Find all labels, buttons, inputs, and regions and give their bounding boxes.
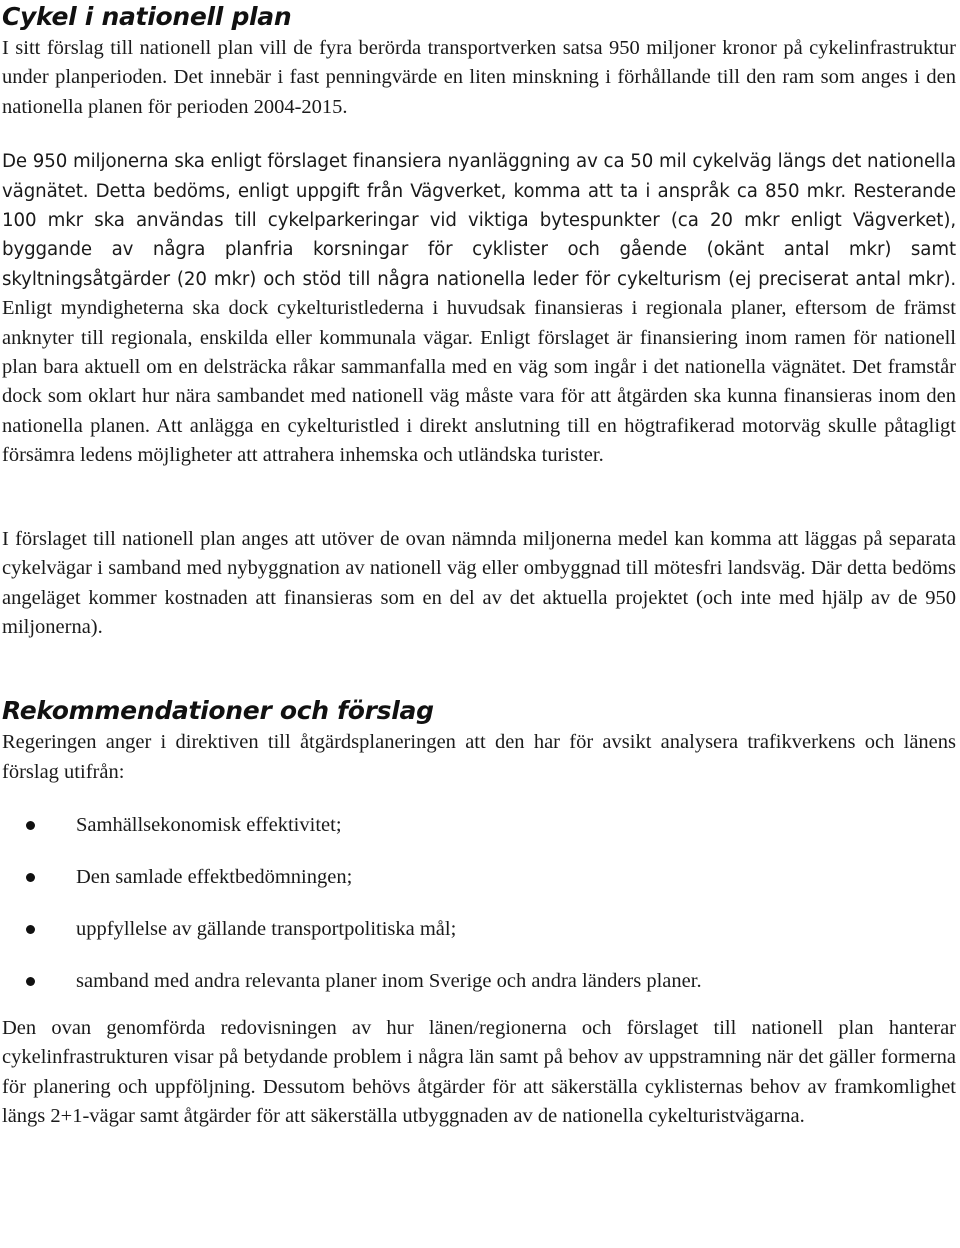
list-item-text: samband med andra relevanta planer inom Sverige och andra länders planer. bbox=[76, 969, 702, 992]
paragraph-directive-intro: Regeringen anger i direktiven till åtgärdsplaneringen att den har för avsikt analysera trafikverkens och länens förslag utifrån: bbox=[2, 731, 956, 783]
section-heading-cykel: Cykel i nationell plan bbox=[2, 2, 292, 31]
list-item bbox=[2, 967, 956, 996]
paragraph-conclusion: Den ovan genomförda redovisningen av hur länen/regionerna och förslaget till nationell plan hanterar cykelinfrastrukturen visar på betydande problem i några län samt på behov av uppstramning när det gäller formerna för planering och uppföljning. Dessutom behövs åtgärder för att säkerställa cyklisternas behov av framkomlighet längs 2+1-vägar samt åtgärder för att säkerställa utbyggnaden av de nationella cykelturistvägarna. bbox=[2, 1016, 956, 1127]
paragraph-spacer bbox=[2, 122, 956, 147]
bullet-icon bbox=[26, 873, 35, 882]
bullet-icon bbox=[26, 925, 35, 934]
paragraph-budget: I sitt förslag till nationell plan vill de fyra berörda transportverken satsa 950 miljoner kronor på cykelinfrastruktur under planperioden. Det innebär i fast penningvärde en liten minskning i förhållande till den ram som anges i den nationella planen för perioden 2004-2015. bbox=[2, 37, 956, 118]
list-item-text: uppfyllelse av gällande transportpolitiska mål; bbox=[76, 917, 457, 940]
paragraph-separate-bikeways: I förslaget till nationell plan anges att utöver de ovan nämnda miljonerna medel kan komma att läggas på separata cykelvägar i samband med nybyggnation av nationell väg eller ombyggnad till mötesfri landsväg. Där detta bedöms angeläget kommer kostnaden att finansieras som en del av det aktuella projektet (och inte med hjälp av de 950 miljonerna). bbox=[2, 527, 956, 638]
list-item-text: Den samlade effektbedömningen; bbox=[76, 866, 353, 889]
criteria-list bbox=[2, 811, 956, 996]
paragraph-financing-sans-part: De 950 miljonerna ska enligt förslaget finansiera nyanläggning av ca 50 mil cykelväg längs det nationella vägnätet. Detta bedöms, enligt uppgift från Vägverket, komma att ta i anspråk ca 850 mkr. Resterande 100 mkr ska användas till cykelparkeringar vid viktiga bytespunkter (ca 20 mkr enligt Vägverket), byggande av några planfria korsningar för cyklister och gående (okänt antal mkr) samt skyltningsåtgärder (20 mkr) och stöd till några nationella leder för cykelturism (ej preciserat antal mkr). bbox=[2, 151, 956, 290]
bullet-icon bbox=[26, 821, 35, 830]
section-heading-rekommendationer: Rekommendationer och förslag bbox=[2, 696, 434, 726]
list-item-text: Samhällsekonomisk effektivitet; bbox=[76, 814, 342, 837]
paragraph-financing bbox=[2, 147, 956, 470]
paragraph-financing-serif-part: Enligt myndigheterna ska dock cykelturistlederna i huvudsak finansieras i regionala planer, eftersom de främst anknyter till regionala, enskilda eller kommunala vägar. Enligt förslaget är finansiering inom ramen för nationell plan bara aktuell om en delsträcka råkar sammanfalla med en väg som ingår i det nationella vägnätet. Det framstår dock som oklart hur nära sambandet med nationell väg måste vara för att åtgärden ska kunna finansieras inom den nationella planen. Att anlägga en cykelturistled i direkt anslutning till en högtrafikerad motorväg skulle påtagligt försämra ledens möjligheter att attrahera inhemska och utländska turister. bbox=[2, 297, 956, 467]
list-item bbox=[2, 811, 956, 840]
list-item bbox=[2, 863, 956, 892]
paragraph-spacer bbox=[2, 471, 956, 525]
list-item bbox=[2, 915, 956, 944]
bullet-icon bbox=[26, 977, 35, 986]
